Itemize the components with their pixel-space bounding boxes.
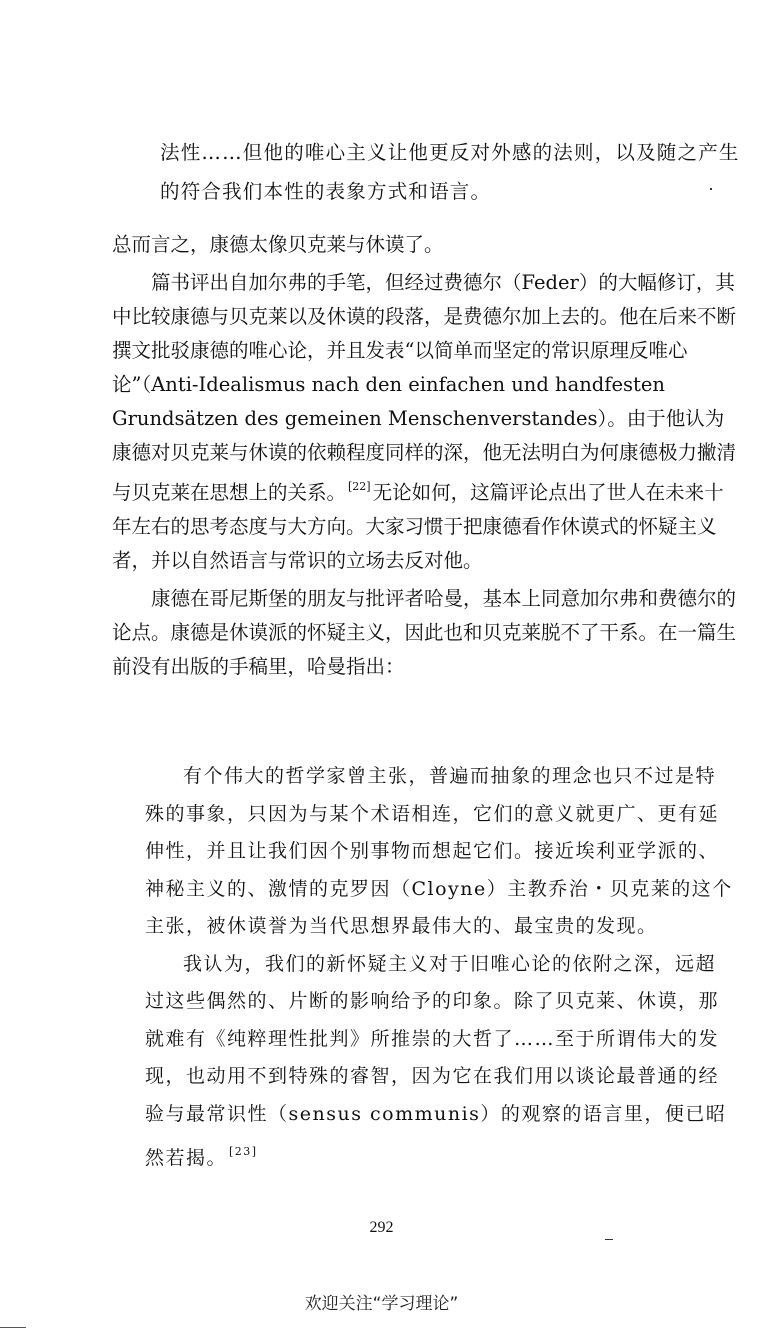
scan-speck (710, 188, 712, 190)
quote-top-text: 法性……但他的唯心主义让他更反对外感的法则，以及随之产生的符合我们本性的表象方式和语言。 (160, 141, 740, 203)
block-quote-top (160, 133, 745, 211)
paragraph-2-text-a: 篇书评出自加尔弗的手笔，但经过费德尔（Feder）的大幅修订，其中比较康德与贝克莱以及休谟的段落，是费德尔加上去的。他在后来不断撰文批驳康德的唯心论，并且发表“以简单而坚定的常识原理反唯心论”（Anti-Idealismus nach den einfachen und handfesten Grundsätzen des gemeinen Menschenverstandes）。由于他认为康德对贝克莱与休谟的依赖程度同样的深，他无法明白为何康德极力撇清与贝克莱在思想上的关系。 (112, 271, 737, 504)
block-quote-bottom (145, 758, 735, 1178)
paragraph-1-text: 总而言之，康德太像贝克莱与休谟了。 (112, 233, 444, 256)
paragraph-1 (112, 228, 742, 262)
quote-paragraph-2-text: 我认为，我们的新怀疑主义对于旧唯心论的依附之深，远超过这些偶然的、片断的影响给予的印象。除了贝克莱、休谟，那就难有《纯粹理性批判》所推崇的大哲了……至于所谓伟大的发现，也动用不到特殊的睿智，因为它在我们用以谈论最普通的经验与最常识性（sensus communis）的观察的语言里，便已昭然若揭。 (145, 952, 727, 1169)
quote-paragraph-1 (145, 758, 735, 946)
footnote-ref-23[interactable]: [23] (229, 1145, 258, 1158)
scan-edge-mark (0, 1327, 26, 1328)
page-number: 292 (369, 1219, 394, 1236)
paragraph-2 (112, 266, 742, 578)
paragraph-3-text: 康德在哥尼斯堡的朋友与批评者哈曼，基本上同意加尔弗和费德尔的论点。康德是休谟派的怀疑主义，因此也和贝克莱脱不了干系。在一篇生前没有出版的手稿里，哈曼指出： (112, 587, 737, 678)
quote-paragraph-1-text: 有个伟大的哲学家曾主张，普遍而抽象的理念也只不过是特殊的事象，只因为与某个术语相连，它们的意义就更广、更有延伸性，并且让我们因个别事物而想起它们。接近埃利亚学派的、神秘主义的、激情的克罗因（Cloyne）主教乔治・贝克莱的这个主张，被休谟誉为当代思想界最伟大的、最宝贵的发现。 (145, 765, 733, 937)
scan-speck (605, 1239, 613, 1240)
quote-paragraph-2 (145, 946, 735, 1178)
footnote-ref-22[interactable]: [22] (348, 480, 371, 493)
paragraph-3 (112, 582, 742, 684)
body-text (112, 228, 742, 684)
paragraph-2-text-b: 无论如何，这篇评论点出了世人在未来十年左右的思考态度与大方向。大家习惯于把康德看作休谟式的怀疑主义者，并以自然语言与常识的立场去反对他。 (112, 481, 724, 572)
footer-caption: 欢迎关注“学习理论” (304, 1294, 459, 1314)
